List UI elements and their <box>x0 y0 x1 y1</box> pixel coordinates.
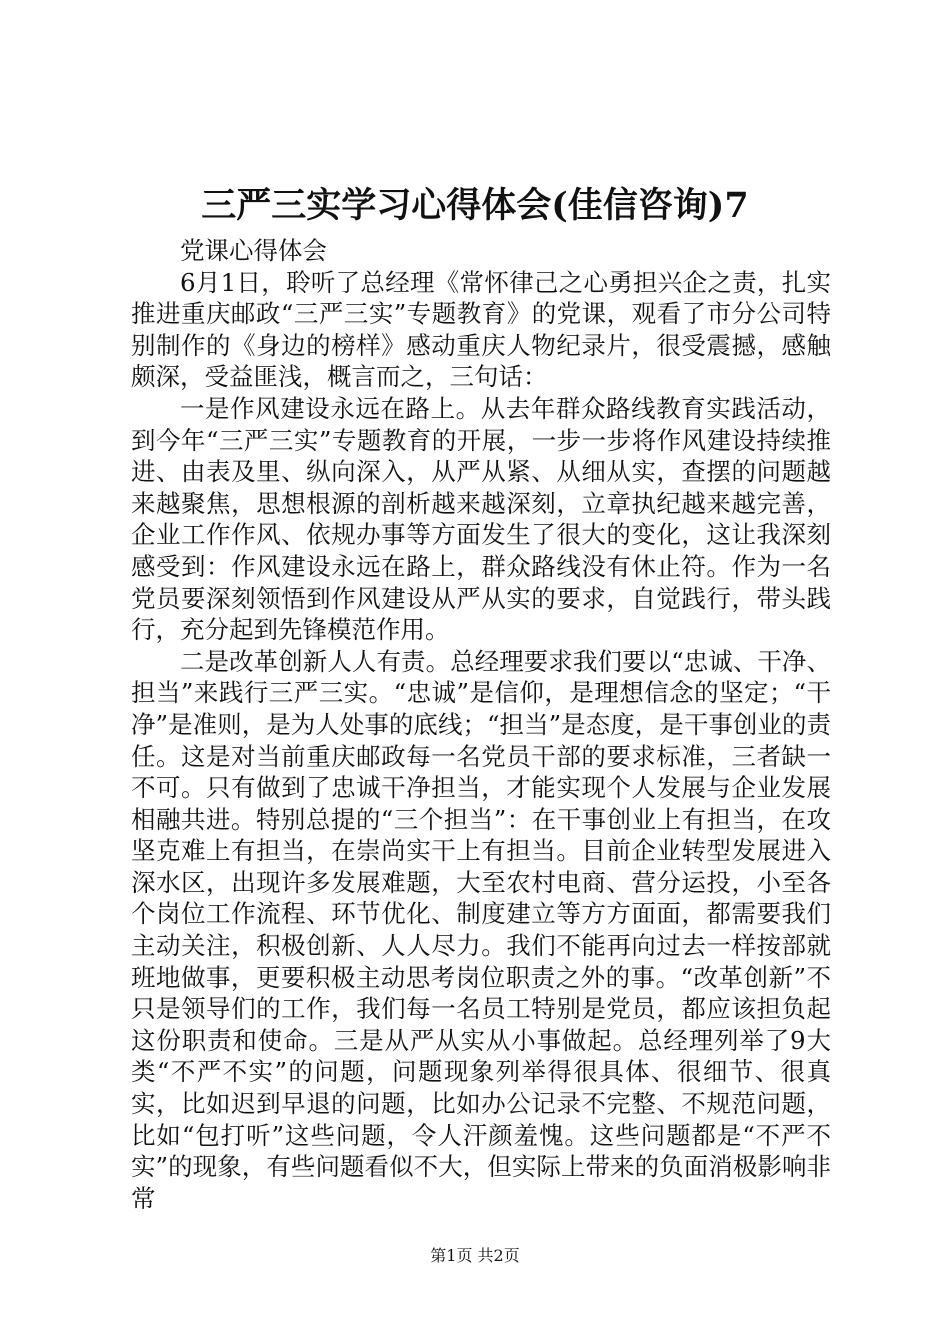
document-title: 三严三实学习心得体会(佳信咨询)7 <box>201 185 749 226</box>
body-paragraph-intro: 6月1日，聆听了总经理《常怀律己之心勇担兴企之责，扎实推进重庆邮政“三严三实”专题教育》的党课，观看了市分公司特别制作的《身边的榜样》感动重庆人物纪录片，很受震撼，感触颇深，受益匪浅，概言而之，三句话： <box>131 267 831 392</box>
page-footer: 第1页 共2页 <box>430 1246 520 1265</box>
body-paragraph-heading: 党课心得体会 <box>180 236 327 265</box>
body-paragraph-point-one: 一是作风建设永远在路上。从去年群众路线教育实践活动，到今年“三严三实”专题教育的开展，一步一步将作风建设持续推进、由表及里、纵向深入，从严从紧、从细从实，查摆的问题越来越聚焦，思想根源的剖析越来越深刻，立章执纪越来越完善，企业工作作风、依规办事等方面发生了很大的变化，这让我深刻感受到：作风建设永远在路上，群众路线没有休止符。作为一名党员要深刻领悟到作风建设从严从实的要求，自觉践行，带头践行，充分起到先锋模范作用。 <box>131 393 831 645</box>
body-paragraph-point-two: 二是改革创新人人有责。总经理要求我们要以“忠诚、干净、担当”来践行三严三实。“忠诚”是信仰，是理想信念的坚定；“干净”是准则，是为人处事的底线；“担当”是态度，是干事创业的责任。这是对当前重庆邮政每一名党员干部的要求标准，三者缺一不可。只有做到了忠诚干净担当，才能实现个人发展与企业发展相融共进。特别总提的“三个担当”：在干事创业上有担当，在攻坚克难上有担当，在崇尚实干上有担当。目前企业转型发展进入深水区，出现许多发展难题，大至农村电商、营分运投，小至各个岗位工作流程、环节优化、制度建立等方方面面，都需要我们主动关注，积极创新、人人尽力。我们不能再向过去一样按部就班地做事，更要积极主动思考岗位职责之外的事。“改革创新”不只是领导们的工作，我们每一名员工特别是党员，都应该担负起这份职责和使命。三是从严从实从小事做起。总经理列举了9大类“不严不实”的问题，问题现象列举得很具体、很细节、很真实，比如迟到早退的问题，比如办公记录不完整、不规范问题，比如“包打听”这些问题，令人汗颜羞愧。这些问题都是“不严不实”的现象，有些问题看似不大，但实际上带来的负面消极影响非常 <box>131 646 831 1213</box>
document-body <box>131 235 831 1214</box>
